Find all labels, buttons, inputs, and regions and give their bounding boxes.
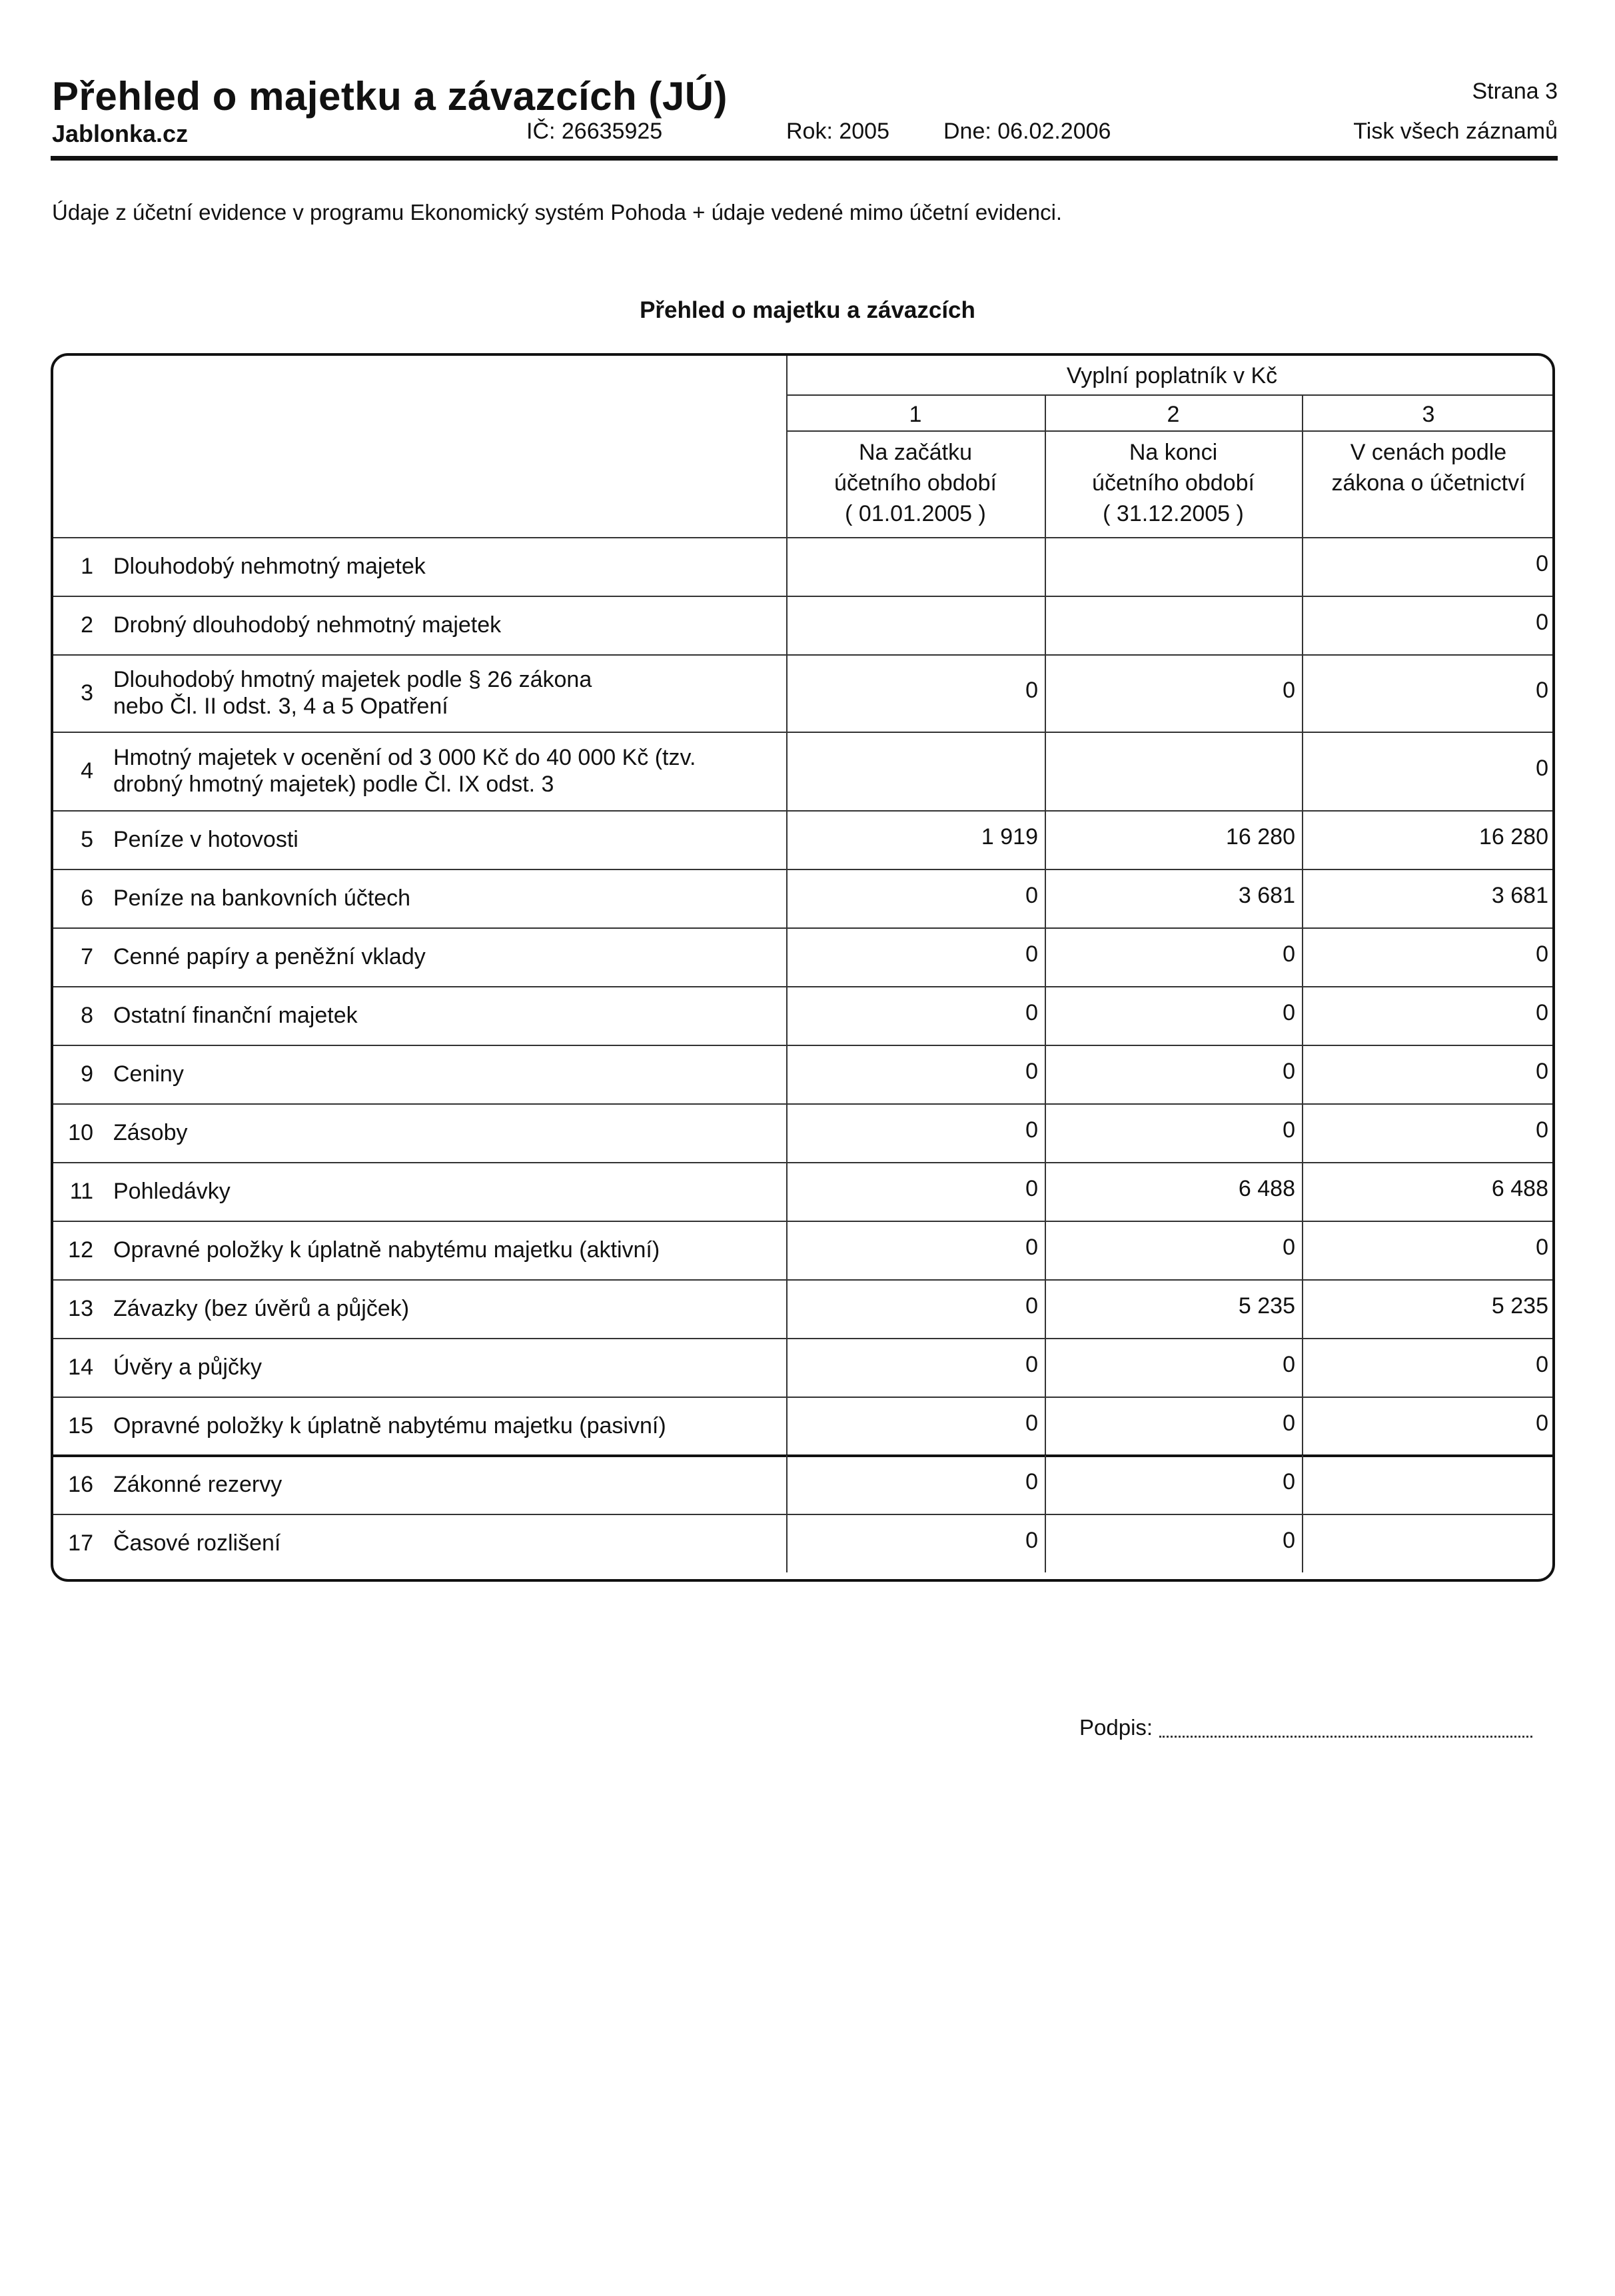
- column-header: [786, 437, 1045, 529]
- column-divider: [786, 1103, 788, 1162]
- column-divider: [1302, 1514, 1303, 1572]
- header-divider: [786, 394, 1555, 396]
- row-label: [113, 612, 780, 638]
- value-cell: 0: [1536, 941, 1548, 967]
- row-label-line: Zásoby: [113, 1120, 188, 1145]
- company-name: Jablonka.cz: [52, 120, 189, 147]
- value-cell: 0: [1025, 1411, 1038, 1436]
- table-title: Přehled o majetku a závazcích: [640, 297, 975, 323]
- row-number: 9: [81, 1061, 93, 1087]
- report-year: Rok: 2005: [786, 119, 889, 144]
- column-divider: [1045, 1221, 1046, 1279]
- row-label-line: Pohledávky: [113, 1179, 231, 1204]
- row-number: 1: [81, 554, 93, 579]
- row-divider: [53, 1514, 1555, 1515]
- value-cell: 0: [1025, 1235, 1038, 1260]
- row-divider: [53, 1103, 1555, 1105]
- column-divider: [1045, 1279, 1046, 1338]
- row-label-line: Zákonné rezervy: [113, 1472, 282, 1497]
- row-number: 2: [81, 612, 93, 638]
- value-cell: 5 235: [1238, 1293, 1295, 1319]
- row-label-line: Cenné papíry a peněžní vklady: [113, 944, 426, 969]
- row-label: [113, 1295, 780, 1322]
- row-number: 3: [81, 680, 93, 706]
- column-divider: [786, 1338, 788, 1397]
- value-cell: 5 235: [1491, 1293, 1548, 1319]
- row-number: 13: [68, 1296, 93, 1321]
- value-cell: 1 919: [981, 824, 1038, 850]
- row-label-line: Opravné položky k úplatně nabytému majetku (aktivní): [113, 1237, 660, 1263]
- row-label: [113, 1061, 780, 1087]
- row-divider: [53, 654, 1555, 656]
- row-label-line: Drobný dlouhodobý nehmotný majetek: [113, 612, 502, 638]
- value-cell: 0: [1536, 1000, 1548, 1025]
- column-divider: [786, 1397, 788, 1455]
- column-divider: [1302, 1221, 1303, 1279]
- row-divider: [53, 1045, 1555, 1046]
- column-header-line: účetního období: [834, 470, 997, 496]
- row-label-line: Hmotný majetek v ocenění od 3 000 Kč do 40 000 Kč (tzv.: [113, 745, 696, 770]
- column-divider: [1045, 732, 1046, 810]
- source-note: Údaje z účetní evidence v programu Ekonomický systém Pohoda + údaje vedené mimo účetní evidenci.: [52, 200, 1063, 225]
- row-number: 8: [81, 1003, 93, 1028]
- row-label-line: Opravné položky k úplatně nabytému majetku (pasivní): [113, 1413, 666, 1438]
- column-number: 3: [1422, 402, 1435, 427]
- column-divider: [1045, 1397, 1046, 1455]
- column-divider: [786, 869, 788, 927]
- column-number: 1: [909, 402, 922, 427]
- row-label-line: Peníze v hotovosti: [113, 827, 298, 852]
- column-header-line: Na konci: [1129, 440, 1218, 465]
- value-cell: 0: [1025, 1176, 1038, 1201]
- column-divider: [1302, 810, 1303, 869]
- column-divider: [1302, 1338, 1303, 1397]
- row-number: 5: [81, 827, 93, 852]
- value-cell: 6 488: [1491, 1176, 1548, 1201]
- row-label-line: nebo Čl. II odst. 3, 4 a 5 Opatření: [113, 694, 448, 719]
- column-divider: [1045, 537, 1046, 596]
- column-divider: [786, 732, 788, 810]
- column-divider: [1302, 1103, 1303, 1162]
- value-cell: 0: [1536, 756, 1548, 781]
- column-divider: [1045, 927, 1046, 986]
- row-number: 10: [68, 1120, 93, 1145]
- row-number: 14: [68, 1355, 93, 1380]
- column-divider: [786, 810, 788, 869]
- column-header-line: účetního období: [1092, 470, 1255, 496]
- row-label: [113, 943, 780, 970]
- column-divider: [786, 1221, 788, 1279]
- value-cell: 0: [1025, 1528, 1038, 1553]
- row-label-line: Závazky (bez úvěrů a půjček): [113, 1296, 410, 1321]
- row-label-line: Úvěry a půjčky: [113, 1355, 262, 1380]
- row-divider: [53, 1338, 1555, 1339]
- column-divider: [1302, 1455, 1303, 1514]
- page-number: Strana 3: [1472, 79, 1558, 104]
- column-header-line: ( 31.12.2005 ): [1103, 501, 1244, 526]
- row-divider: [53, 1397, 1555, 1398]
- row-divider: [53, 869, 1555, 870]
- column-number: 2: [1167, 402, 1180, 427]
- row-divider: [53, 1454, 1555, 1457]
- row-divider: [53, 1221, 1555, 1222]
- row-label: [113, 1471, 780, 1498]
- row-label: [113, 1530, 780, 1556]
- page-title: Přehled o majetku a závazcích (JÚ): [52, 74, 728, 119]
- row-number: 16: [68, 1472, 93, 1497]
- column-header-line: zákona o účetnictví: [1331, 470, 1526, 496]
- column-divider: [1302, 596, 1303, 654]
- column-divider: [1045, 654, 1046, 732]
- value-cell: 0: [1536, 610, 1548, 635]
- row-label: [113, 1119, 780, 1146]
- row-label: [113, 826, 780, 853]
- value-cell: 0: [1536, 1117, 1548, 1143]
- column-divider: [1302, 1045, 1303, 1103]
- column-divider: [786, 596, 788, 654]
- value-cell: 16 280: [1479, 824, 1548, 850]
- column-divider: [1302, 654, 1303, 732]
- row-divider: [53, 927, 1555, 929]
- row-divider: [53, 986, 1555, 987]
- value-cell: 0: [1283, 1000, 1295, 1025]
- row-label-line: Časové rozlišení: [113, 1530, 281, 1556]
- column-divider: [1045, 869, 1046, 927]
- column-divider: [786, 537, 788, 596]
- column-divider: [786, 1045, 788, 1103]
- column-header-line: V cenách podle: [1350, 440, 1507, 465]
- company-id: IČ: 26635925: [526, 119, 663, 144]
- row-number: 6: [81, 885, 93, 911]
- row-number: 17: [68, 1530, 93, 1556]
- row-divider: [53, 732, 1555, 733]
- value-cell: 0: [1025, 1352, 1038, 1377]
- value-cell: 0: [1283, 1235, 1295, 1260]
- column-divider: [1302, 537, 1303, 596]
- value-cell: 3 681: [1238, 883, 1295, 908]
- value-cell: 0: [1536, 1235, 1548, 1260]
- signature-label: Podpis:: [1079, 1715, 1153, 1740]
- value-cell: 6 488: [1238, 1176, 1295, 1201]
- value-cell: 0: [1283, 678, 1295, 703]
- column-divider: [786, 1279, 788, 1338]
- value-cell: 0: [1283, 1117, 1295, 1143]
- column-divider: [1302, 1162, 1303, 1221]
- column-divider: [786, 927, 788, 986]
- header-rule: [51, 156, 1558, 161]
- column-divider: [786, 1455, 788, 1514]
- row-number: 7: [81, 944, 93, 969]
- print-mode: Tisk všech záznamů: [1353, 119, 1558, 144]
- value-cell: 0: [1025, 1117, 1038, 1143]
- row-label-line: Ostatní finanční majetek: [113, 1003, 358, 1028]
- column-header: [1302, 437, 1555, 498]
- header-divider: [53, 537, 1555, 538]
- value-cell: 16 280: [1226, 824, 1295, 850]
- row-label: [113, 744, 780, 798]
- row-label-line: Ceniny: [113, 1061, 184, 1087]
- row-label: [113, 1178, 780, 1205]
- column-divider: [1045, 1045, 1046, 1103]
- row-divider: [53, 810, 1555, 812]
- value-cell: 0: [1536, 551, 1548, 576]
- row-divider: [53, 1162, 1555, 1163]
- value-cell: 0: [1283, 941, 1295, 967]
- row-label: [113, 1237, 780, 1263]
- column-divider: [1302, 732, 1303, 810]
- row-divider: [53, 596, 1555, 597]
- column-divider: [1302, 1397, 1303, 1455]
- value-cell: 0: [1536, 1352, 1548, 1377]
- value-cell: 3 681: [1491, 883, 1548, 908]
- row-label: [113, 553, 780, 580]
- header-divider: [786, 430, 1555, 432]
- value-cell: 0: [1025, 883, 1038, 908]
- signature-line: [1079, 1715, 1532, 1740]
- column-divider: [1045, 1103, 1046, 1162]
- column-divider: [1302, 927, 1303, 986]
- column-divider: [786, 986, 788, 1045]
- group-header: Vyplní poplatník v Kč: [1066, 363, 1278, 388]
- row-label: [113, 1413, 780, 1439]
- column-divider: [1045, 986, 1046, 1045]
- value-cell: 0: [1283, 1469, 1295, 1494]
- row-label: [113, 885, 780, 911]
- value-cell: 0: [1025, 1469, 1038, 1494]
- value-cell: 0: [1283, 1059, 1295, 1084]
- signature-field[interactable]: [1159, 1721, 1532, 1738]
- row-label: [113, 666, 780, 720]
- value-cell: 0: [1536, 678, 1548, 703]
- column-divider: [786, 1162, 788, 1221]
- column-divider: [1045, 596, 1046, 654]
- value-cell: 0: [1025, 1293, 1038, 1319]
- row-label-line: Peníze na bankovních účtech: [113, 885, 411, 911]
- column-header-line: ( 01.01.2005 ): [845, 501, 986, 526]
- assets-liabilities-table: [51, 353, 1555, 1582]
- report-date: Dne: 06.02.2006: [943, 119, 1111, 144]
- row-label: [113, 1002, 780, 1029]
- row-label-line: drobný hmotný majetek) podle Čl. IX odst. 3: [113, 772, 554, 797]
- row-number: 12: [68, 1237, 93, 1263]
- column-divider: [786, 654, 788, 732]
- value-cell: 0: [1283, 1352, 1295, 1377]
- column-divider: [1045, 1338, 1046, 1397]
- column-divider: [1045, 1455, 1046, 1514]
- row-label: [113, 1354, 780, 1381]
- column-divider: [1045, 1514, 1046, 1572]
- column-divider: [1302, 1279, 1303, 1338]
- row-label-line: Dlouhodobý nehmotný majetek: [113, 554, 426, 579]
- value-cell: 0: [1025, 1059, 1038, 1084]
- column-divider: [786, 1514, 788, 1572]
- row-number: 15: [68, 1413, 93, 1438]
- value-cell: 0: [1025, 1000, 1038, 1025]
- value-cell: 0: [1025, 941, 1038, 967]
- value-cell: 0: [1536, 1411, 1548, 1436]
- row-number: 4: [81, 758, 93, 784]
- column-header-line: Na začátku: [858, 440, 973, 465]
- row-label-line: Dlouhodobý hmotný majetek podle § 26 zákona: [113, 667, 592, 692]
- column-divider: [1302, 869, 1303, 927]
- column-divider: [1045, 1162, 1046, 1221]
- row-number: 11: [69, 1179, 93, 1204]
- value-cell: 0: [1025, 678, 1038, 703]
- value-cell: 0: [1283, 1528, 1295, 1553]
- column-divider: [1302, 986, 1303, 1045]
- column-header: [1045, 437, 1302, 529]
- value-cell: 0: [1536, 1059, 1548, 1084]
- value-cell: 0: [1283, 1411, 1295, 1436]
- column-divider: [1045, 810, 1046, 869]
- row-divider: [53, 1279, 1555, 1281]
